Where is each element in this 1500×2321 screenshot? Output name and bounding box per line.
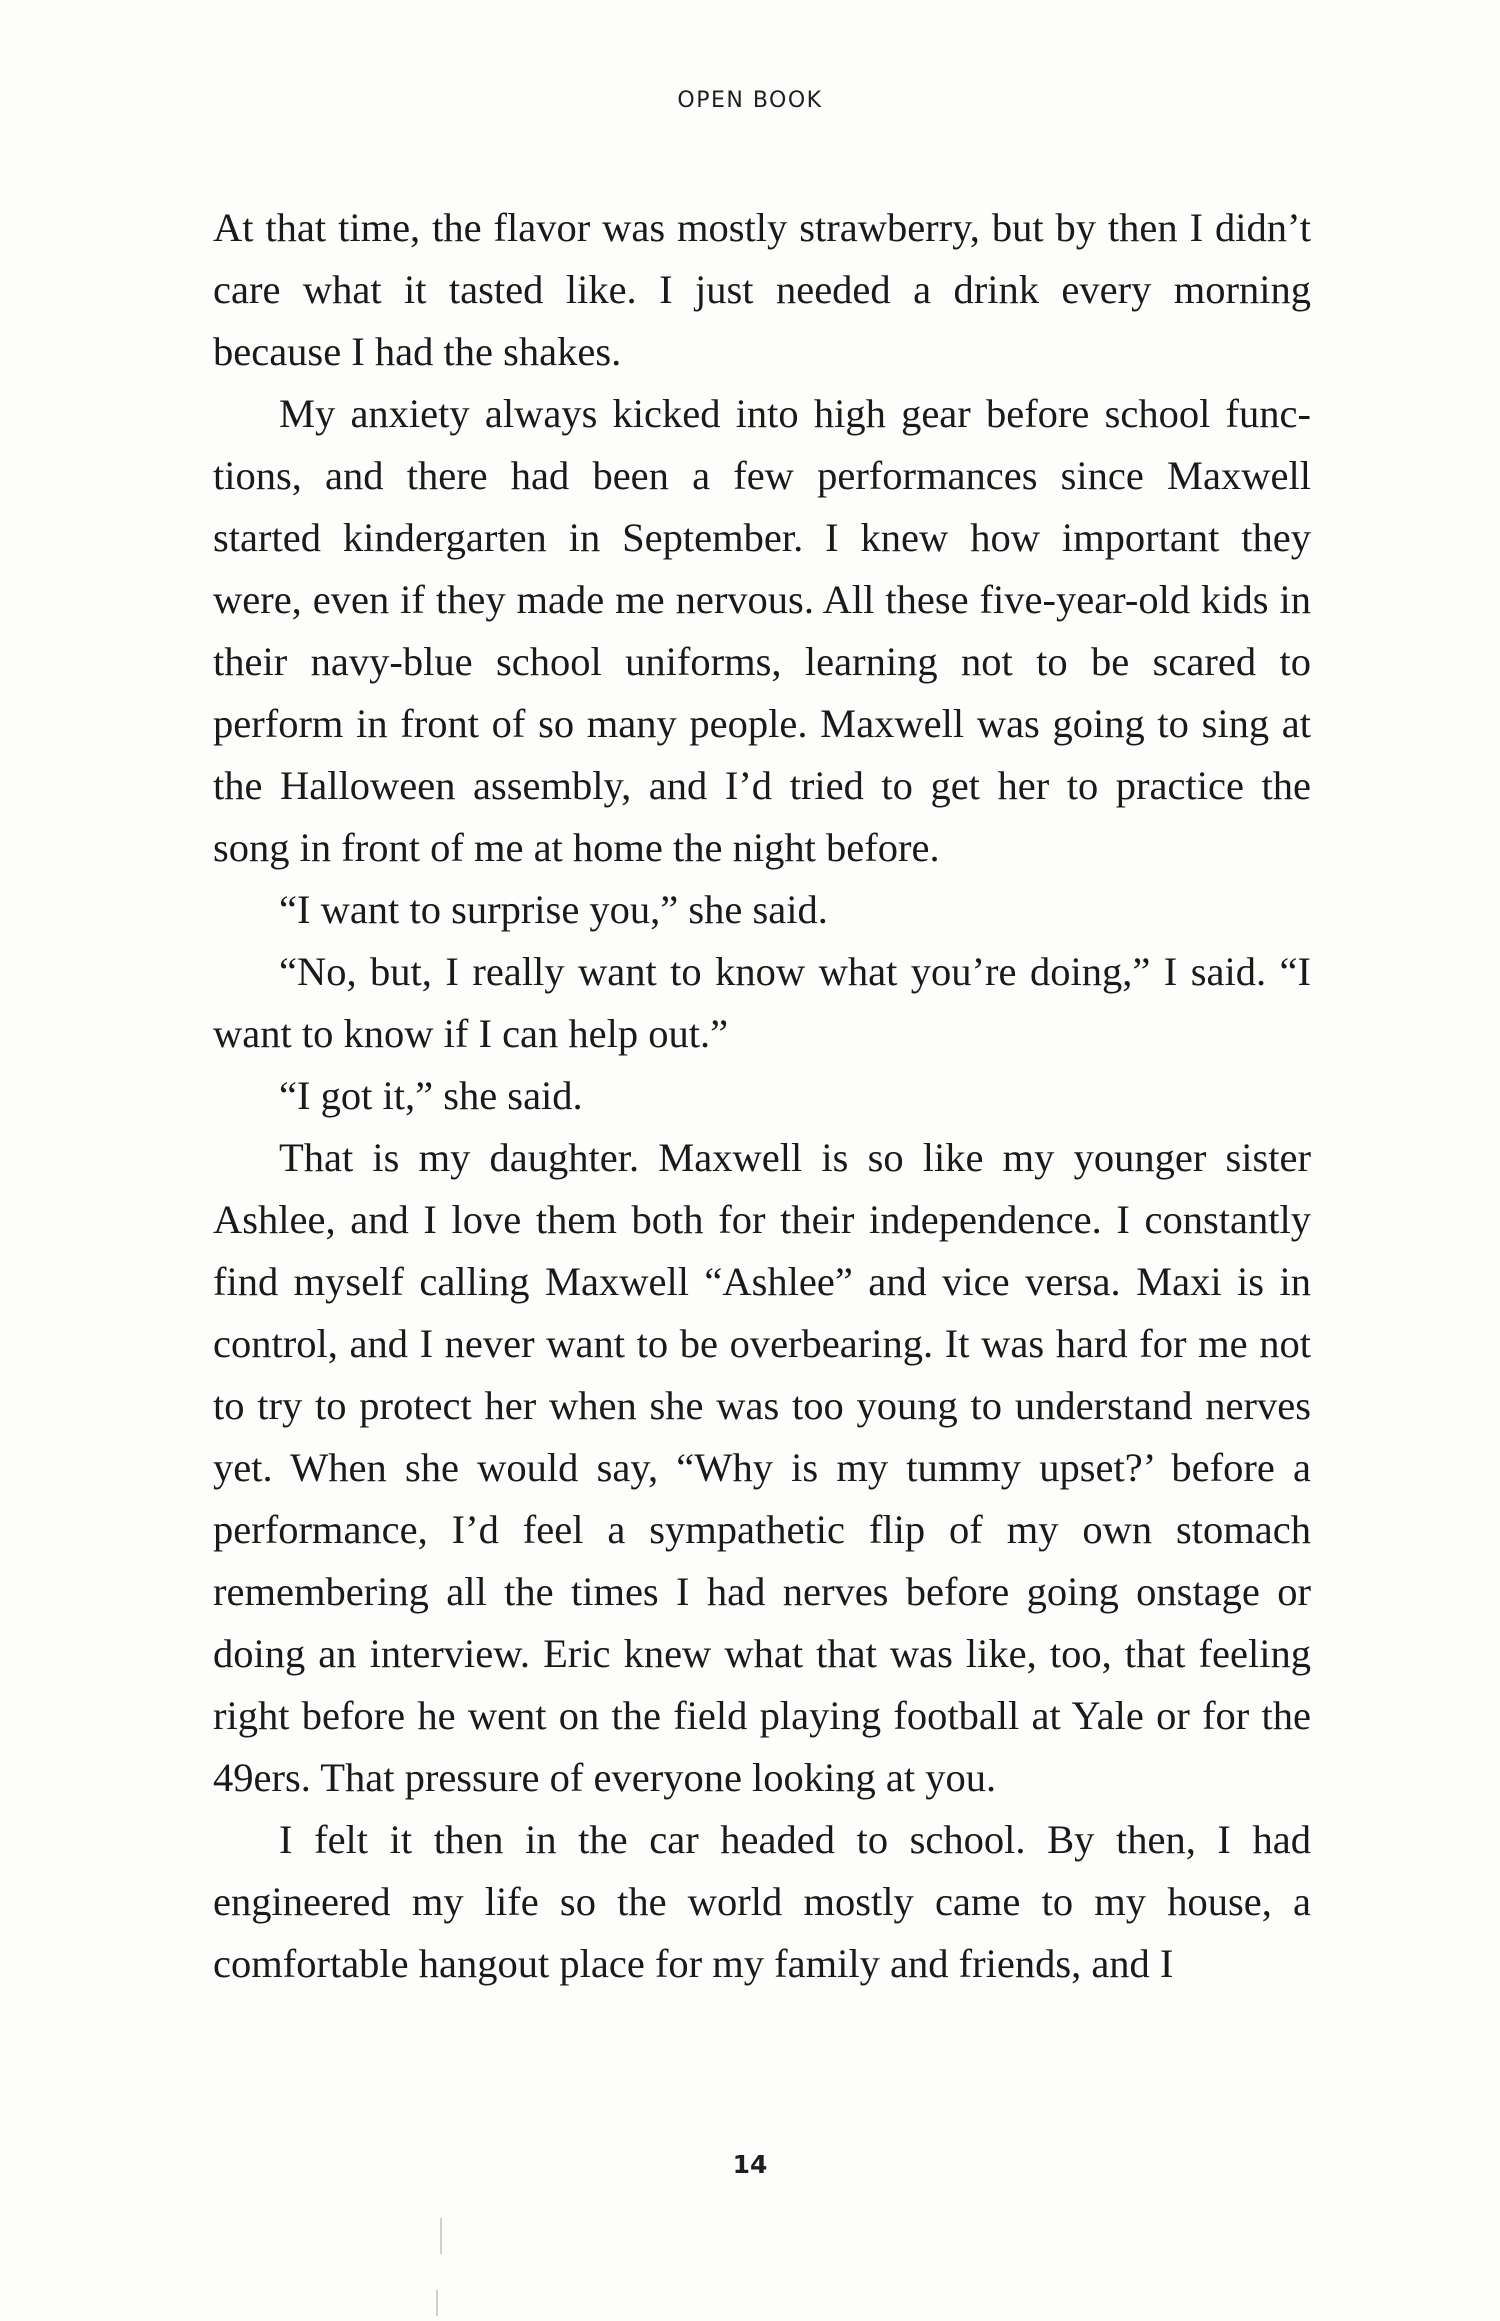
paragraph-3: “I want to surprise you,” she said. (279, 887, 828, 932)
scan-artifact (436, 2290, 438, 2316)
paragraph-2: My anxiety always kicked into high gear before school functions, and there had been a few performances since Maxwell started kindergarten in September. I knew how important they were, even if they made me nervous. All these five-year-old kids in their navy-blue school uniforms, learning not to be scared to perform in front of so many people. Maxwell was going to sing at the Halloween assembly, and I’d tried to get her to practice the song in front of me at home the night before. (213, 391, 1311, 870)
body-text (213, 197, 1311, 1995)
paragraph-7: I felt it then in the car headed to school. By then, I had engineered my life so the world mostly came to my house, a comfortable hangout place for my family and friends, and I (213, 1817, 1311, 1986)
page-number: 14 (732, 2150, 768, 2179)
paragraph-6: That is my daughter. Maxwell is so like my younger sister Ashlee, and I love them both for their independence. I constantly find myself calling Maxwell “Ashlee” and vice versa. Maxi is in control, and I never want to be overbearing. It was hard for me not to try to protect her when she was too young to understand nerves yet. When she would say, “Why is my tummy upset?’ before a performance, I’d feel a sympathetic flip of my own stomach remembering all the times I had nerves before going onstage or doing an interview. Eric knew what that was like, too, that feeling right before he went on the field playing football at Yale or for the 49ers. That pressure of everyone looking at you. (213, 1135, 1311, 1800)
paragraph-4: “No, but, I really want to know what you’re doing,” I said. “I want to know if I can help out.” (213, 949, 1311, 1056)
paragraph-5: “I got it,” she said. (279, 1073, 583, 1118)
running-head: OPEN BOOK (677, 88, 823, 113)
paragraph-1: At that time, the flavor was mostly strawberry, but by then I didn’t care what it tasted like. I just needed a drink every morning because I had the shakes. (213, 205, 1311, 374)
scan-artifact (440, 2218, 442, 2254)
